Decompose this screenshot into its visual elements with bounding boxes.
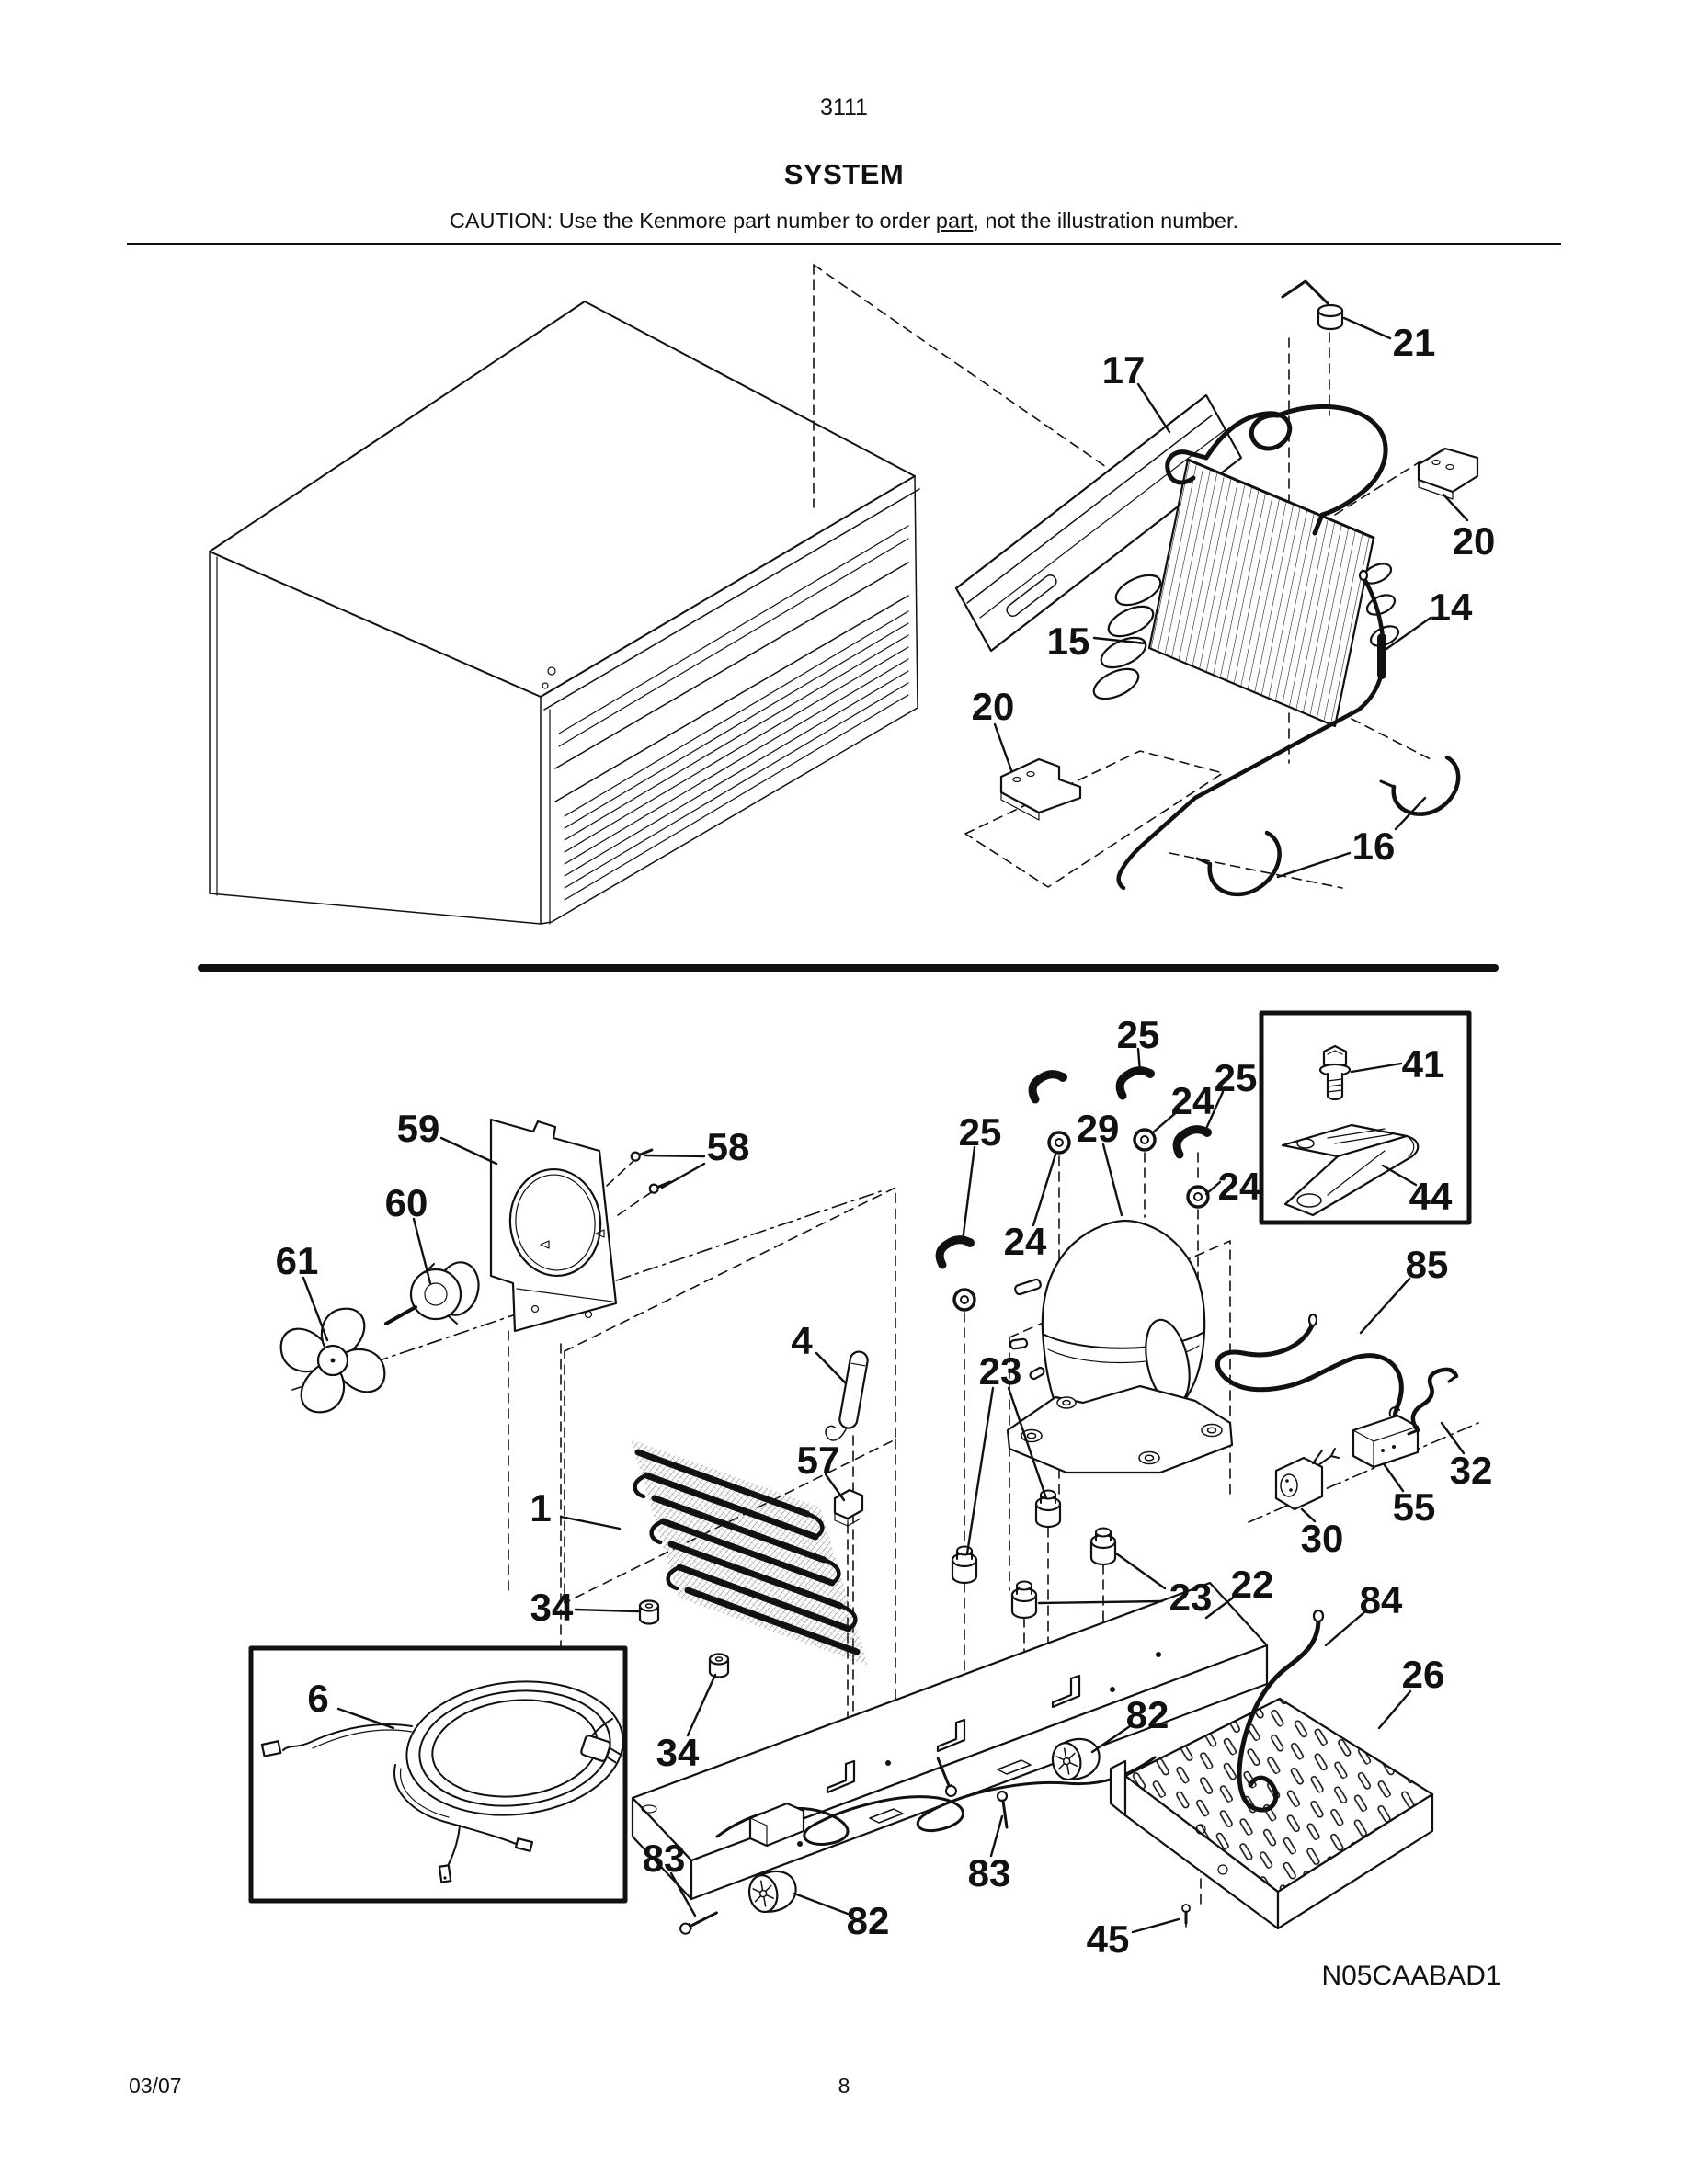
callout-34: 34 xyxy=(530,1586,574,1629)
fan-blade xyxy=(281,1309,385,1413)
callout-17: 17 xyxy=(1101,348,1146,392)
callout-85: 85 xyxy=(1405,1243,1449,1286)
caution-prefix: CAUTION: Use the Kenmore part number to order xyxy=(449,209,936,233)
washer-24c xyxy=(1188,1187,1208,1207)
callout-41: 41 xyxy=(1401,1042,1445,1086)
sensor-clip-21 xyxy=(1283,281,1342,329)
caution-emphasis: part xyxy=(935,209,974,233)
doc-number: 3111 xyxy=(820,95,868,120)
fan-shroud xyxy=(491,1120,616,1331)
callout-83-2: 83 xyxy=(642,1837,686,1880)
callout-58: 58 xyxy=(706,1125,750,1168)
callout-15: 15 xyxy=(1046,620,1090,663)
washer-24d xyxy=(954,1290,975,1310)
filter-drier xyxy=(825,1348,870,1444)
mount-bushing-34b xyxy=(710,1655,728,1678)
callout-4: 4 xyxy=(791,1319,813,1362)
section-divider xyxy=(198,964,1499,972)
callout-45: 45 xyxy=(1086,1917,1130,1961)
callout-6: 6 xyxy=(307,1677,329,1720)
screw-83-base xyxy=(998,1792,1007,1827)
callout-29: 29 xyxy=(1076,1107,1120,1150)
pan-screw-45 xyxy=(1182,1905,1190,1927)
callout-25-2: 25 xyxy=(1214,1056,1258,1099)
callout-24-3: 24 xyxy=(1217,1165,1261,1208)
fan-motor xyxy=(386,1258,484,1324)
callout-26: 26 xyxy=(1401,1653,1445,1696)
callout-55: 55 xyxy=(1392,1485,1436,1529)
callout-21: 21 xyxy=(1392,321,1436,364)
grommet-23d xyxy=(1091,1529,1115,1565)
mount-bushing-34a xyxy=(640,1601,658,1624)
callout-84: 84 xyxy=(1359,1578,1403,1621)
callout-23-2: 23 xyxy=(1169,1575,1213,1619)
callout-83: 83 xyxy=(967,1851,1011,1894)
tube-bracket-20-right xyxy=(1419,449,1477,499)
grommet-23b xyxy=(952,1547,976,1584)
mount-clip-25c xyxy=(1177,1128,1212,1155)
washer-24b xyxy=(1135,1130,1155,1150)
callout-22: 22 xyxy=(1230,1563,1274,1606)
roller-screw-83-left xyxy=(679,1908,719,1936)
wire-clip-57 xyxy=(835,1490,862,1526)
mount-clip-25a xyxy=(1032,1073,1067,1099)
footer-page-number: 8 xyxy=(838,2074,850,2098)
callout-25: 25 xyxy=(1116,1013,1160,1056)
page-title: SYSTEM xyxy=(783,158,905,190)
mount-clip-25d xyxy=(940,1238,975,1265)
washer-24a xyxy=(1049,1132,1069,1153)
callout-20-2: 20 xyxy=(971,685,1015,728)
callout-59: 59 xyxy=(396,1107,440,1150)
caution-suffix: , not the illustration number. xyxy=(973,209,1239,233)
mount-clip-25b xyxy=(1120,1069,1155,1096)
grommet-23c xyxy=(1012,1582,1036,1619)
callout-57: 57 xyxy=(796,1439,840,1482)
wire-clip-32 xyxy=(1409,1370,1456,1434)
relay-30 xyxy=(1276,1449,1339,1509)
callout-82-2: 82 xyxy=(846,1899,890,1942)
footer-date: 03/07 xyxy=(129,2074,182,2098)
callout-1: 1 xyxy=(530,1486,552,1530)
grommet-23a xyxy=(1036,1491,1060,1528)
callout-14: 14 xyxy=(1429,586,1473,629)
callout-60: 60 xyxy=(384,1181,428,1224)
header-rule xyxy=(127,243,1561,245)
cabinet-vent-ribs xyxy=(565,611,908,900)
callout-82: 82 xyxy=(1125,1693,1169,1736)
callout-25-3: 25 xyxy=(958,1110,1002,1154)
diagram-code: N05CAABAD1 xyxy=(1321,1961,1501,1991)
callout-20: 20 xyxy=(1452,519,1496,563)
callout-16: 16 xyxy=(1352,825,1396,868)
callout-24-2: 24 xyxy=(1003,1220,1047,1263)
base-plate xyxy=(633,1583,1267,1899)
callout-44: 44 xyxy=(1409,1175,1453,1218)
callout-30: 30 xyxy=(1300,1517,1344,1560)
callout-61: 61 xyxy=(275,1239,319,1282)
callout-23: 23 xyxy=(978,1349,1022,1393)
callout-32: 32 xyxy=(1449,1449,1493,1492)
run-capacitor-55 xyxy=(1353,1407,1418,1467)
callout-34-2: 34 xyxy=(656,1731,700,1774)
callout-24: 24 xyxy=(1170,1079,1215,1122)
